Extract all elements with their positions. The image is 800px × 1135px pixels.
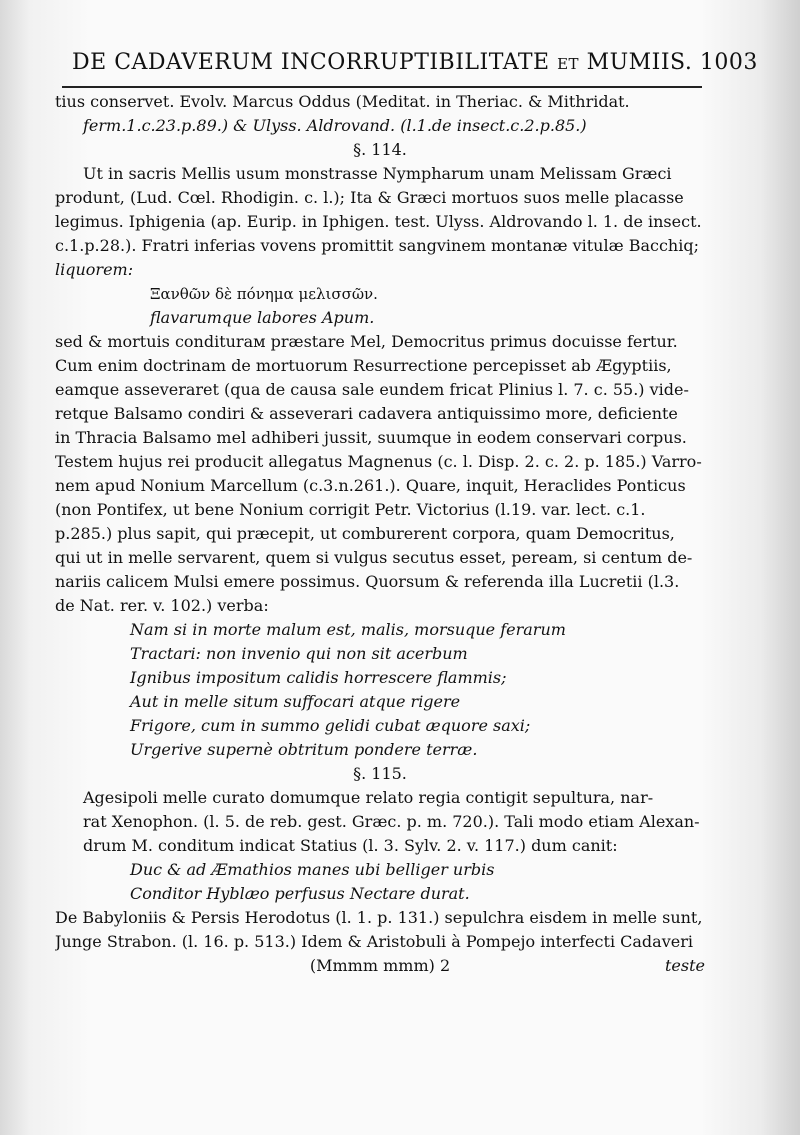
- catchword: teste: [664, 956, 705, 975]
- page-footer: [55, 954, 705, 978]
- verse-line: Ignibus impositum calidis horrescere flammis;: [130, 668, 507, 687]
- text-line: (non Pontifex, ut bene Nonium corrigit Petr. Victorius (l.19. var. lect. c.1.: [55, 500, 646, 519]
- text-line: ferm.1.c.23.p.89.) & Ulyss. Aldrovand. (l.1.de insect.c.2.p.85.): [83, 116, 587, 135]
- text-line: Cum enim doctrinam de mortuorum Resurrectione percepisset ab Ægyptiis,: [55, 356, 672, 375]
- header-title: DE CADAVERUM INCORRUPTIBILITATE: [72, 50, 550, 75]
- text-line: nem apud Nonium Marcellum (c.3.n.261.). Quare, inquit, Heraclides Ponticus: [55, 476, 686, 495]
- signature-mark: (Mmmm mmm) 2: [309, 956, 451, 975]
- text-line: tius conservet. Evolv. Marcus Oddus (Meditat. in Theriac. & Mithridat.: [55, 92, 630, 111]
- running-header: [72, 50, 758, 75]
- text-line: p.285.) plus sapit, qui præcepit, ut comburerent corpora, quam Democritus,: [55, 524, 675, 543]
- text-line: legimus. Iphigenia (ap. Eurip. in Iphigen. test. Ulyss. Aldrovando l. 1. de insect.: [55, 212, 702, 231]
- text-line: Agesipoli melle curato domumque relato regia contigit sepultura, nar-: [83, 788, 654, 807]
- verse-line: flavarumque labores Apum.: [150, 308, 375, 327]
- text-line: drum M. conditum indicat Statius (l. 3. Sylv. 2. v. 117.) dum canit:: [83, 836, 618, 855]
- text-line: nariis calicem Mulsi emere possimus. Quorsum & referenda illa Lucretii (l.3.: [55, 572, 680, 591]
- page-number: 1003: [699, 50, 758, 75]
- verse-line: Urgerive supernè obtritum pondere terræ.: [130, 740, 478, 759]
- page-text: [55, 90, 705, 978]
- text-line: rat Xenophon. (l. 5. de reb. gest. Græc. p. m. 720.). Tali modo etiam Alexan-: [83, 812, 700, 831]
- greek-verse: Ξανθῶν δὲ πόνημα μελισσῶν.: [150, 285, 378, 303]
- verse-line: Tractari: non invenio qui non sit acerbum: [130, 644, 468, 663]
- verse-line: Frigore, cum in summo gelidi cubat æquore saxi;: [130, 716, 531, 735]
- text-line: liquorem:: [55, 260, 134, 279]
- header-title-2: MUMIIS.: [586, 50, 693, 75]
- section-heading: §. 114.: [353, 140, 407, 159]
- text-line: qui ut in melle servarent, quem si vulgus secutus esset, peream, si centum de-: [55, 548, 693, 567]
- section-heading: §. 115.: [353, 764, 407, 783]
- verse-line: Conditor Hyblæo perfusus Nectare durat.: [130, 884, 470, 903]
- text-line: sed & mortuis conditurам præstare Mel, Democritus primus docuisse fertur.: [55, 332, 678, 351]
- text-line: Junge Strabon. (l. 16. p. 513.) Idem & Aristobuli à Pompejo interfecti Cadaveri: [55, 932, 693, 951]
- verse-line: Aut in melle situm suffocari atque rigere: [130, 692, 461, 711]
- header-et: ET: [557, 55, 580, 73]
- text-line: Testem hujus rei producit allegatus Magnenus (c. l. Disp. 2. c. 2. p. 185.) Varro-: [55, 452, 702, 471]
- text-line: c.1.p.28.). Fratri inferias vovens promittit sangvinem montanæ vitulæ Bacchiq;: [55, 236, 699, 255]
- verse-line: Nam si in morte malum est, malis, morsuque ferarum: [130, 620, 566, 639]
- text-line: De Babyloniis & Persis Herodotus (l. 1. p. 131.) sepulchra eisdem in melle sunt,: [55, 908, 703, 927]
- text-line: retque Balsamo condiri & asseverari cadavera antiquissimo more, deficiente: [55, 404, 678, 423]
- text-line: produnt, (Lud. Cœl. Rhodigin. c. l.); Ita & Græci mortuos suos melle placasse: [55, 188, 684, 207]
- verse-line: Duc & ad Æmathios manes ubi belliger urbis: [130, 860, 495, 879]
- text-line: Ut in sacris Mellis usum monstrasse Nympharum unam Melissam Græci: [83, 164, 672, 183]
- text-line: eamque asseveraret (qua de causa sale eundem fricat Plinius l. 7. c. 55.) vide-: [55, 380, 689, 399]
- text-line: de Nat. rer. v. 102.) verba:: [55, 596, 269, 615]
- header-rule: [62, 86, 702, 88]
- text-line: in Thracia Balsamo mel adhiberi jussit, suumque in eodem conservari corpus.: [55, 428, 687, 447]
